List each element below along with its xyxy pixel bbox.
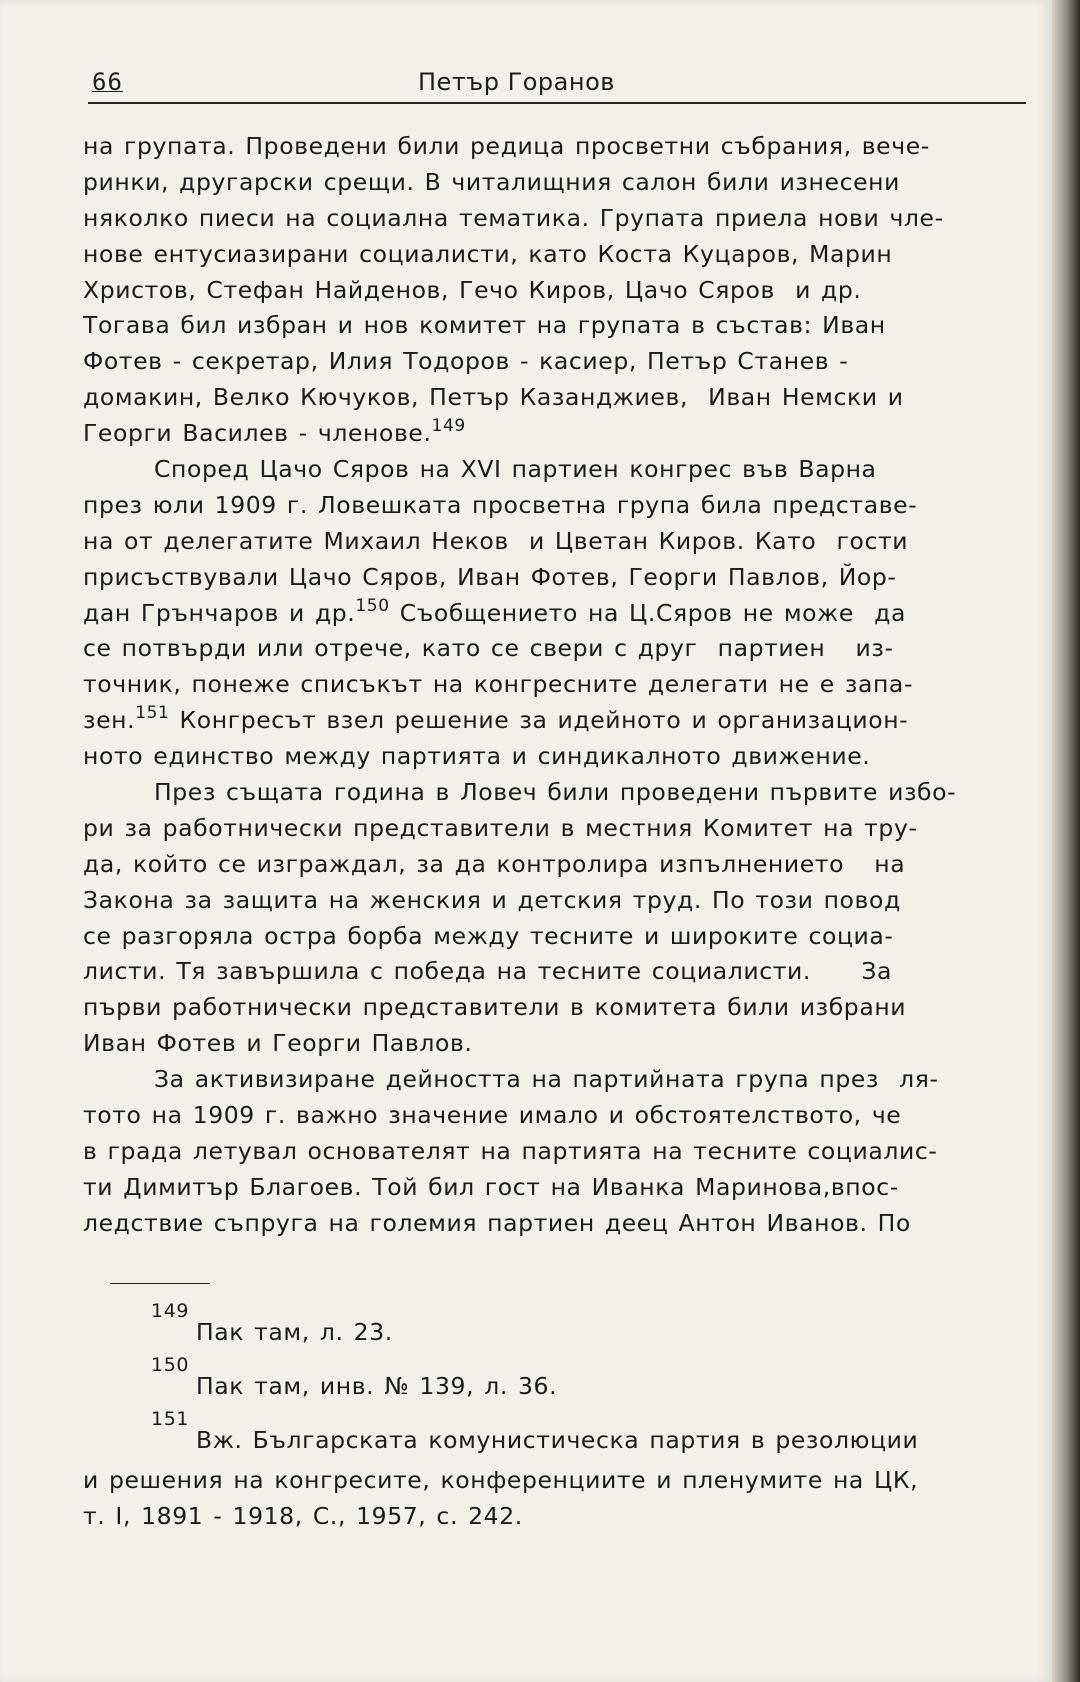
text-line <box>83 703 1039 739</box>
footnote-150 <box>83 1354 1039 1408</box>
text-line <box>83 883 1039 919</box>
text-line-content: През същата година в Ловеч били проведени първите избо- <box>154 778 957 807</box>
text-line <box>83 1098 1039 1134</box>
page-edge <box>1052 0 1080 1682</box>
text-line-content: Закона за защита на женския и детския труд. По този повод <box>83 885 901 914</box>
text-line <box>83 488 1039 524</box>
text-line <box>83 380 1039 416</box>
text-line-content: Съобщението на Ц.Сяров не може да <box>389 598 906 627</box>
text-line-content: няколко пиеси на социална тематика. Групата приела нови чле- <box>83 203 944 232</box>
text-line <box>83 416 1039 452</box>
text-line-content: Фотев - секретар, Илия Тодоров - касиер, Петър Станев - <box>83 347 849 376</box>
text-line-content: тото на 1909 г. важно значение имало и обстоятелството, че <box>83 1101 902 1130</box>
text-line <box>83 667 1039 703</box>
text-line-content: ледствие съпруга на големия партиен деец Антон Иванов. По <box>83 1208 911 1237</box>
text-line <box>83 1170 1039 1206</box>
text-line <box>83 165 1039 201</box>
page-header <box>88 66 1026 104</box>
text-line <box>83 560 1039 596</box>
text-line <box>83 631 1039 667</box>
text-line-content: ри за работнически представители в местния Комитет на тру- <box>83 813 918 842</box>
text-line-content: За активизиране дейността на партийната група през ля- <box>154 1065 939 1094</box>
text-line-content: нове ентусиазирани социалисти, като Коста Куцаров, Марин <box>83 239 893 268</box>
footnote-reference: 149 <box>431 416 466 437</box>
text-line-content: присъствували Цачо Сяров, Иван Фотев, Георги Павлов, Йор- <box>83 562 897 591</box>
text-line-content: Христов, Стефан Найденов, Гечо Киров, Цачо Сяров и др. <box>83 275 862 304</box>
text-line <box>83 596 1039 632</box>
main-text <box>83 129 1039 1242</box>
text-line <box>83 1134 1039 1170</box>
footnote-149 <box>83 1300 1039 1354</box>
text-line <box>83 273 1039 309</box>
footnote-reference: 151 <box>135 703 170 724</box>
text-line <box>83 308 1039 344</box>
text-line-content: Според Цачо Сяров на XVI партиен конгрес във Варна <box>154 455 877 484</box>
footnote-separator <box>110 1283 210 1284</box>
text-line <box>83 739 1039 775</box>
text-line-content: Конгресът взел решение за идейното и организацион- <box>169 706 909 735</box>
text-line <box>83 847 1039 883</box>
text-line <box>83 954 1039 990</box>
text-line <box>83 1206 1039 1242</box>
footnote-number: 150 <box>151 1354 190 1376</box>
footnote-151 <box>83 1408 1039 1462</box>
text-line-content: да, който се изграждал, за да контролира изпълнението на <box>83 849 906 878</box>
text-line <box>83 919 1039 955</box>
text-line-content: се разгоряла остра борба между тесните и широките социа- <box>83 921 894 950</box>
text-line-content: Тогава бил избран и нов комитет на групата в състав: Иван <box>83 311 886 340</box>
text-line <box>83 129 1039 165</box>
text-line-content: дан Грънчаров и др. <box>83 598 356 627</box>
footnote-reference: 150 <box>355 595 390 616</box>
page-number: 66 <box>92 68 123 96</box>
text-line-content: в града летувал основателят на партията на тесните социалис- <box>83 1136 938 1165</box>
text-line-content: ринки, другарски срещи. В читалищния салон били изнесени <box>83 167 900 196</box>
text-line-content: на от делегатите Михаил Неков и Цветан Киров. Като гости <box>83 526 909 555</box>
text-line-content: през юли 1909 г. Ловешката просветна група била представе- <box>83 490 918 519</box>
footnote-text: Пак там, л. 23. <box>196 1318 393 1346</box>
text-line-content: първи работнически представители в комитета били избрани <box>83 993 907 1022</box>
text-line-content: листи. Тя завършила с победа на тесните социалисти. За <box>83 957 892 986</box>
text-line-content: домакин, Велко Кючуков, Петър Казанджиев, Иван Немски и <box>83 383 904 412</box>
footnote-text: Вж. Българската комунистическа партия в резолюции <box>196 1426 919 1454</box>
text-line-content: точник, понеже списъкът на конгресните делегати не е запа- <box>83 670 914 699</box>
text-line-content: ното единство между партията и синдикалното движение. <box>83 742 871 771</box>
text-line-content: Георги Василев - членове. <box>83 419 432 448</box>
text-line-content: се потвърди или отрече, като се свери с друг партиен из- <box>83 634 894 663</box>
text-line <box>83 524 1039 560</box>
text-line-content: ти Димитър Благоев. Той бил гост на Иванка Маринова,впос- <box>83 1172 899 1201</box>
footnote-text: Пак там, инв. № 139, л. 36. <box>196 1372 558 1400</box>
footnotes <box>83 1300 1039 1534</box>
text-line <box>83 452 1039 488</box>
text-line <box>83 1026 1039 1062</box>
text-line-content: зен. <box>83 706 136 735</box>
text-line <box>83 344 1039 380</box>
text-line <box>83 237 1039 273</box>
footnote-number: 151 <box>151 1408 190 1430</box>
text-line <box>83 1062 1039 1098</box>
text-line-content: на групата. Проведени били редица просветни събрания, вече- <box>83 132 930 160</box>
footnote-continuation-line: и решения на конгресите, конференциите и пленумите на ЦК, <box>83 1466 919 1494</box>
text-line <box>83 201 1039 237</box>
text-line <box>83 990 1039 1026</box>
running-head-author: Петър Горанов <box>418 68 615 96</box>
footnote-continuation-line: т. I, 1891 - 1918, С., 1957, с. 242. <box>83 1502 523 1530</box>
text-line-content: Иван Фотев и Георги Павлов. <box>83 1029 473 1058</box>
text-line <box>83 811 1039 847</box>
text-line <box>83 775 1039 811</box>
footnote-number: 149 <box>151 1300 190 1322</box>
